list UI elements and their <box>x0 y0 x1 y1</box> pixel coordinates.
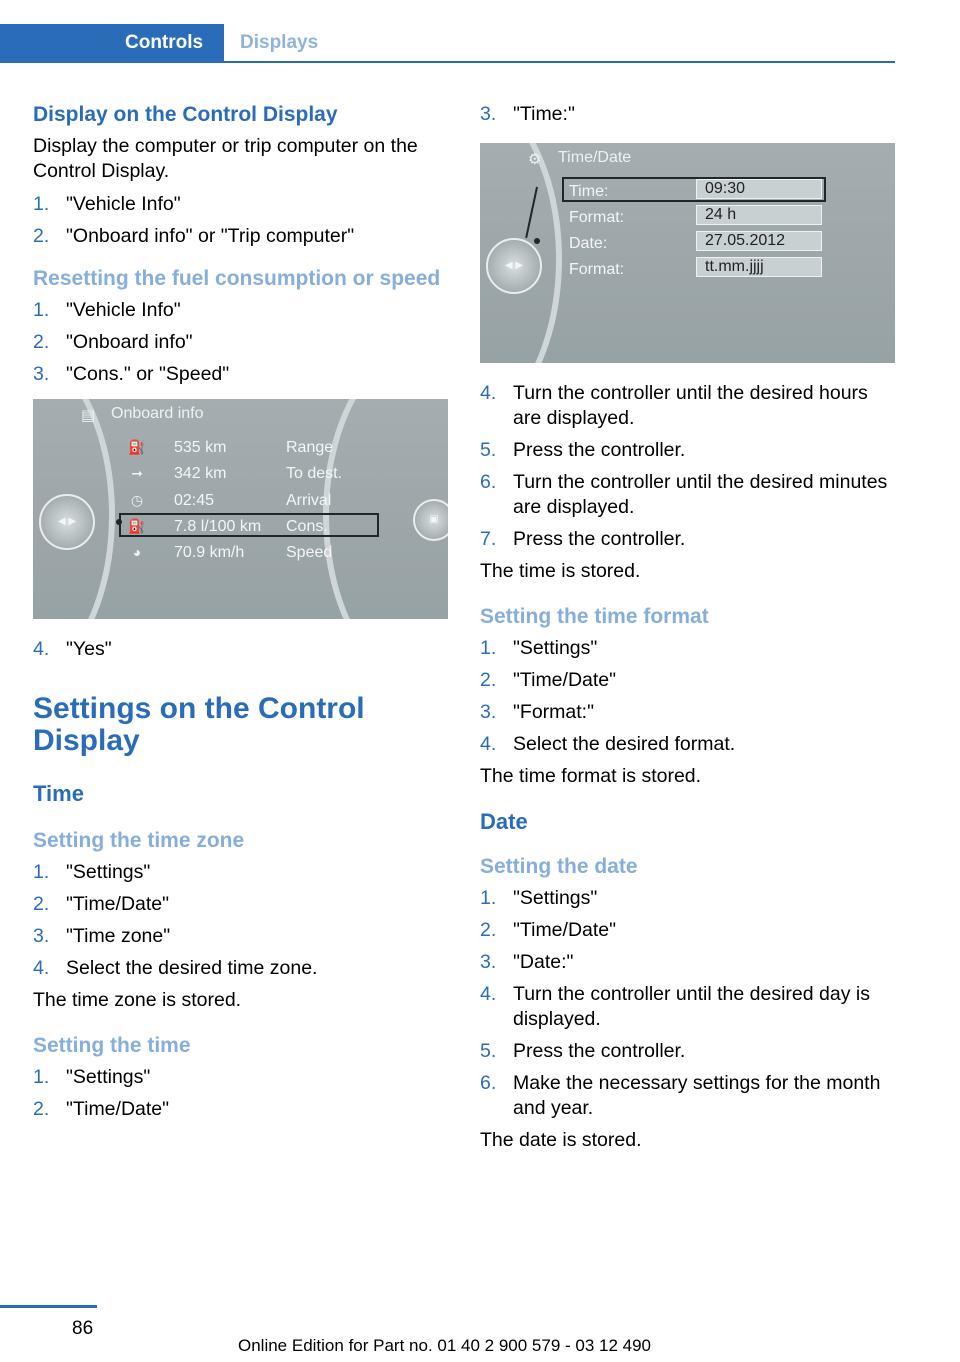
list-display-steps <box>33 192 448 249</box>
car-menu-icon: ▤ <box>81 407 96 424</box>
step-number: 6. <box>480 1072 497 1094</box>
list-item: 4. "Yes" <box>33 638 112 660</box>
heading-setting-time: Setting the time <box>33 1034 191 1057</box>
step-number: 1. <box>33 1066 50 1088</box>
onboard-value: 7.8 l/100 km <box>174 518 262 535</box>
step-number: 5. <box>480 1040 497 1062</box>
step-number: 2. <box>480 669 497 691</box>
tab-controls[interactable]: Controls <box>0 24 224 61</box>
date-value-field[interactable]: 27.05.2012 <box>696 231 822 251</box>
side-button-icon: ▣ <box>413 499 448 541</box>
list-item: 2. "Time/Date" <box>480 669 617 691</box>
onboard-info-screenshot <box>33 399 448 619</box>
list-time-format-steps <box>480 636 895 757</box>
tab-displays[interactable]: Displays <box>240 32 319 53</box>
arrow-dest-icon: ➞ <box>131 465 143 481</box>
list-item: 3. "Time:" <box>480 103 575 125</box>
heading-resetting: Resetting the fuel consumption or speed <box>33 267 441 290</box>
heading-display-on-control-display: Display on the Control Display <box>33 103 338 126</box>
list-reset-steps-cont <box>33 637 448 662</box>
list-item: 6. Make the necessary settings for the month and year. <box>480 1072 881 1119</box>
controller-knob-icon: ◀ ▶ <box>39 494 95 550</box>
list-item: 3. "Format:" <box>480 701 595 723</box>
heading-time-format: Setting the time format <box>480 605 709 628</box>
header-tabs <box>0 24 895 63</box>
fuel-pump-icon: ⛽ <box>128 439 146 455</box>
list-time-steps <box>33 1065 448 1122</box>
time-format-field[interactable]: 24 h <box>696 205 822 225</box>
list-item: 2. "Onboard info" or "Trip computer" <box>33 225 355 247</box>
list-item: 2. "Onboard info" <box>33 331 193 353</box>
list-item: 4. Select the desired time zone. <box>33 957 318 979</box>
onboard-label: Cons. <box>286 518 328 535</box>
list-date-steps <box>480 886 895 1121</box>
onboard-value: 535 km <box>174 439 227 456</box>
result-text: The time is stored. <box>480 560 641 582</box>
onboard-label: Arrival <box>286 492 332 509</box>
step-number: 6. <box>480 471 497 493</box>
list-item: 4. Select the desired format. <box>480 733 736 755</box>
step-number: 2. <box>33 893 50 915</box>
heading-setting-date: Setting the date <box>480 855 638 878</box>
step-number: 2. <box>33 331 50 353</box>
step-number: 4. <box>33 957 50 979</box>
onboard-value: 342 km <box>174 465 227 482</box>
list-item: 5. Press the controller. <box>480 1040 686 1062</box>
step-number: 3. <box>480 701 497 723</box>
heading-time: Time <box>33 781 84 806</box>
list-item: 1. "Vehicle Info" <box>33 299 181 321</box>
step-number: 1. <box>33 861 50 883</box>
onboard-label: To dest. <box>286 465 343 482</box>
heading-time-zone: Setting the time zone <box>33 829 245 852</box>
gear-icon: ⚙ <box>528 151 542 168</box>
list-item: 5. Press the controller. <box>480 439 686 461</box>
step-number: 1. <box>480 637 497 659</box>
controller-knob-icon: ◀ ▶ <box>486 238 542 294</box>
footer-edition: Online Edition for Part no. 01 40 2 900 579 - 03 12 490 <box>238 1336 652 1355</box>
step-number: 7. <box>480 528 497 550</box>
list-item: 2. "Time/Date" <box>33 1098 170 1120</box>
pointer-dot <box>534 238 540 244</box>
clock-arrival-icon: ◷ <box>130 492 144 508</box>
result-text: The time zone is stored. <box>33 989 242 1011</box>
result-text: The time format is stored. <box>480 765 702 787</box>
result-text: The date is stored. <box>480 1129 642 1151</box>
page-number: 86 <box>72 1318 94 1339</box>
screen-title: Onboard info <box>111 405 204 422</box>
step-number: 1. <box>33 193 50 215</box>
screen-title: Time/Date <box>558 149 632 166</box>
setting-label: Format: <box>569 209 625 226</box>
list-item: 4. Turn the controller until the desired day is displayed. <box>480 983 870 1030</box>
step-number: 3. <box>480 103 497 125</box>
onboard-value: 02:45 <box>174 492 215 509</box>
right-column <box>480 102 895 1161</box>
step-number: 4. <box>480 382 497 404</box>
step-number: 3. <box>480 951 497 973</box>
list-item: 1. "Settings" <box>33 861 151 883</box>
heading-settings-control-display: Settings on the Control Display <box>33 692 365 757</box>
setting-label: Date: <box>569 235 608 252</box>
list-item: 1. "Vehicle Info" <box>33 193 181 215</box>
time-value-field[interactable]: 09:30 <box>696 179 822 199</box>
list-reset-steps <box>33 298 448 387</box>
list-item: 2. "Time/Date" <box>33 893 170 915</box>
step-number: 4. <box>480 983 497 1005</box>
list-item: 6. Turn the controller until the desired minutes are displayed. <box>480 471 888 518</box>
setting-label: Time: <box>569 183 609 200</box>
footer-rule <box>0 1305 97 1308</box>
step-number: 4. <box>33 638 50 660</box>
step-number: 5. <box>480 439 497 461</box>
list-item: 3. "Time zone" <box>33 925 171 947</box>
date-format-field[interactable]: tt.mm.jjjj <box>696 257 822 277</box>
list-item: 3. "Date:" <box>480 951 574 973</box>
fuel-pump-icon: ⛽ <box>128 518 146 534</box>
list-item: 3. "Cons." or "Speed" <box>33 363 230 385</box>
step-number: 4. <box>480 733 497 755</box>
list-time-steps-cont2 <box>480 381 895 552</box>
step-number: 3. <box>33 925 50 947</box>
list-time-steps-cont <box>480 102 895 127</box>
step-number: 2. <box>480 919 497 941</box>
list-item: 4. Turn the controller until the desired hours are displayed. <box>480 382 868 429</box>
list-time-zone-steps <box>33 860 448 981</box>
list-item: 1. "Settings" <box>480 887 598 909</box>
list-item: 1. "Settings" <box>480 637 598 659</box>
step-number: 1. <box>33 299 50 321</box>
setting-label: Format: <box>569 261 625 278</box>
onboard-value: 70.9 km/h <box>174 544 245 561</box>
step-number: 2. <box>33 225 50 247</box>
onboard-label: Range <box>286 439 334 456</box>
intro-text: Display the computer or trip computer on the Control Display. <box>33 135 418 182</box>
list-item: 2. "Time/Date" <box>480 919 617 941</box>
heading-date: Date <box>480 809 528 834</box>
step-number: 2. <box>33 1098 50 1120</box>
time-date-screenshot <box>480 143 895 363</box>
speedometer-icon: ◕ <box>132 544 142 560</box>
step-number: 1. <box>480 887 497 909</box>
list-item: 1. "Settings" <box>33 1066 151 1088</box>
onboard-label: Speed <box>286 544 333 561</box>
left-column <box>33 102 448 1129</box>
list-item: 7. Press the controller. <box>480 528 686 550</box>
step-number: 3. <box>33 363 50 385</box>
